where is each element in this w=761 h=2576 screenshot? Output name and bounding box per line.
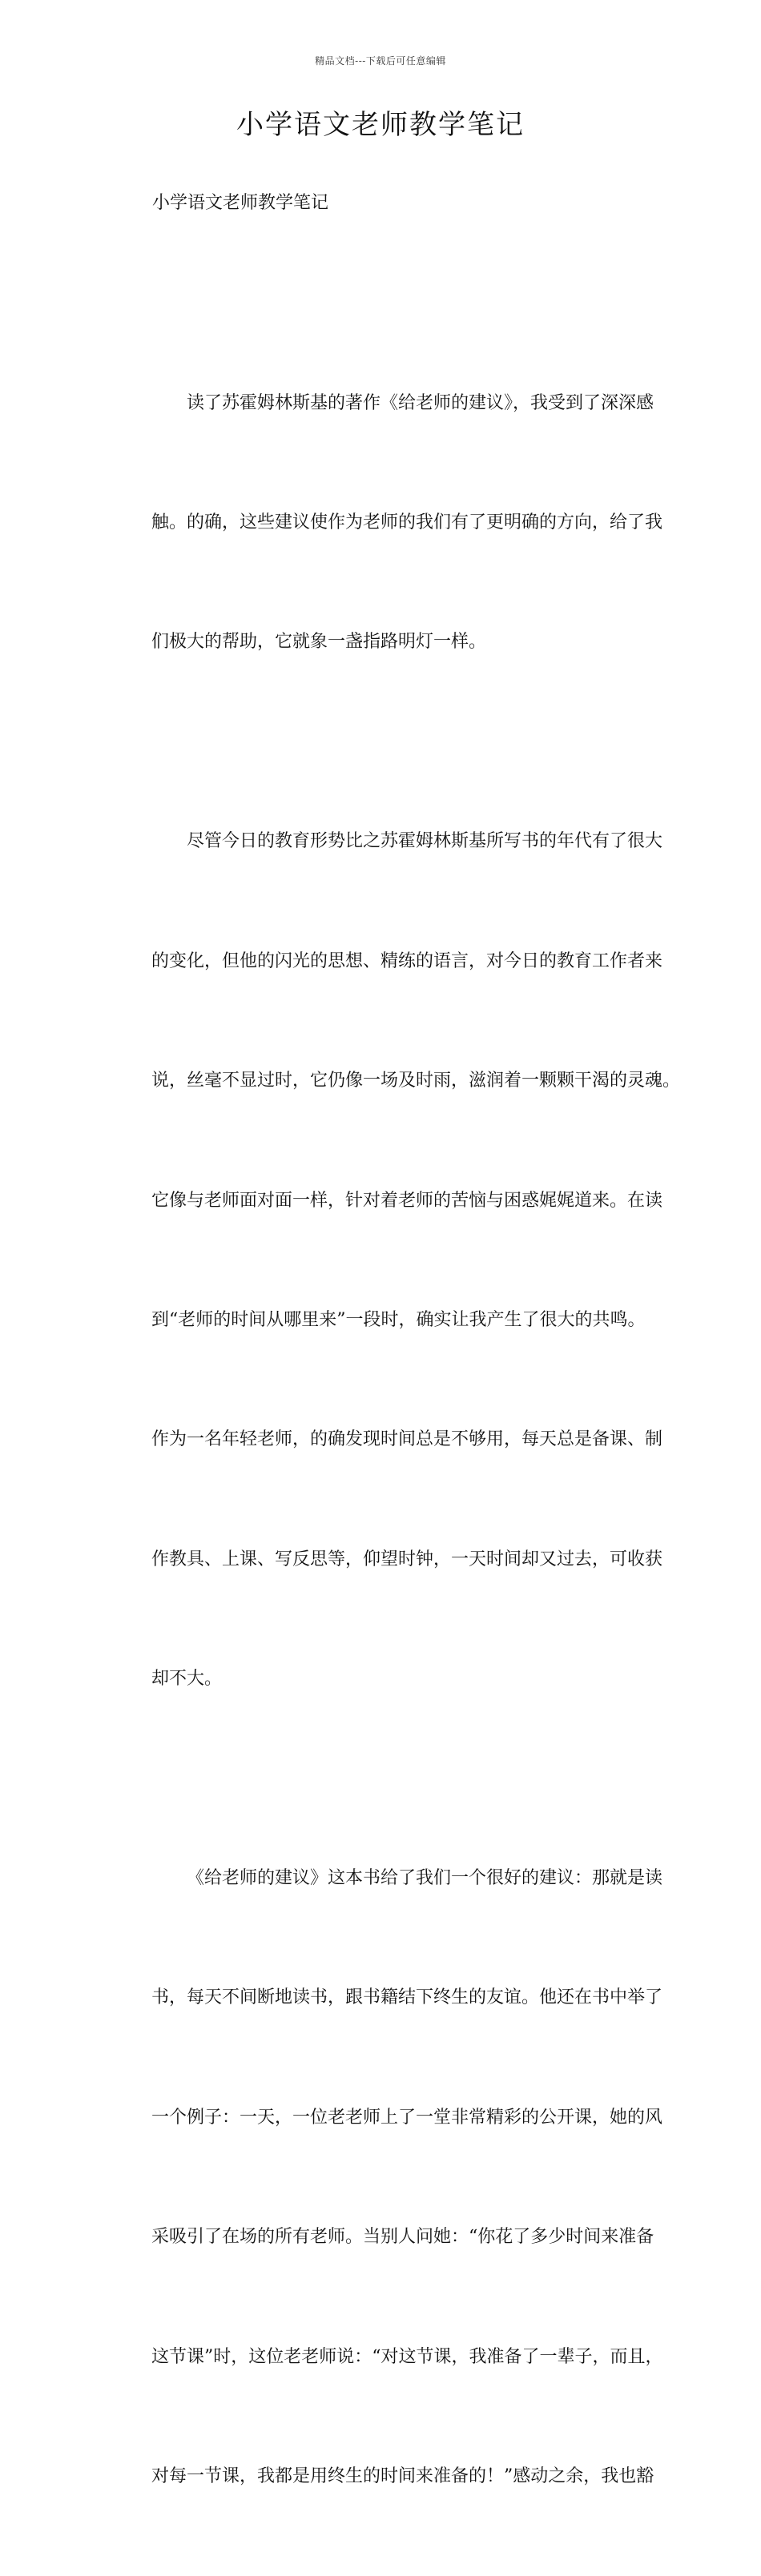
paragraph-3: [116, 1778, 663, 2576]
document-subtitle: 小学语文老师教学笔记: [152, 193, 329, 213]
paragraph-line: 《给老师的建议》这本书给了我们一个很好的建议：那就是读: [187, 1868, 663, 1889]
paragraph-line: 说，丝毫不显过时，它仍像一场及时雨，滋润着一颗颗干渴的灵魂。: [151, 1071, 681, 1091]
paragraph-line: 尽管今日的教育形势比之苏霍姆林斯基所写书的年代有了很大: [187, 831, 663, 852]
paragraph-line: 读了苏霍姆林斯基的著作《给老师的建议》，我受到了深深感: [187, 392, 654, 413]
document-body: [116, 303, 681, 2576]
paragraph-line: 触。的确，这些建议使作为老师的我们有了更明确的方向，给了我: [151, 512, 663, 532]
paragraph-line: 们极大的帮助，它就象一盏指路明灯一样。: [151, 632, 487, 653]
paragraph-line: 作教具、上课、写反思等，仰望时钟，一天时间却又过去，可收获: [151, 1549, 663, 1569]
header-note: 精品文档---下载后可任意编辑: [315, 55, 446, 66]
paragraph-line: 却不大。: [151, 1669, 223, 1690]
paragraph-2: [116, 742, 681, 1779]
paragraph-line: 的变化，但他的闪光的思想、精练的语言，对今日的教育工作者来: [151, 950, 663, 971]
document-title: 小学语文老师教学笔记: [236, 109, 525, 141]
paragraph-line: 对每一节课，我都是用终生的时间来准备的！”感动之余，我也豁: [151, 2466, 654, 2487]
paragraph-1: [116, 303, 663, 742]
paragraph-line: 一个例子：一天，一位老老师上了一堂非常精彩的公开课，她的风: [151, 2107, 663, 2128]
paragraph-line: 书，每天不间断地读书，跟书籍结下终生的友谊。他还在书中举了: [151, 1987, 663, 2008]
paragraph-line: 采吸引了在场的所有老师。当别人问她：“你花了多少时间来准备: [151, 2227, 654, 2248]
paragraph-line: 到“老师的时间从哪里来”一段时，确实让我产生了很大的共鸣。: [151, 1309, 646, 1330]
paragraph-line: 它像与老师面对面一样，针对着老师的苦恼与困惑娓娓道来。在读: [151, 1190, 663, 1211]
paragraph-line: 作为一名年轻老师，的确发现时间总是不够用，每天总是备课、制: [151, 1429, 663, 1450]
paragraph-line: 这节课”时，这位老老师说：“对这节课，我准备了一辈子，而且，: [151, 2346, 663, 2367]
